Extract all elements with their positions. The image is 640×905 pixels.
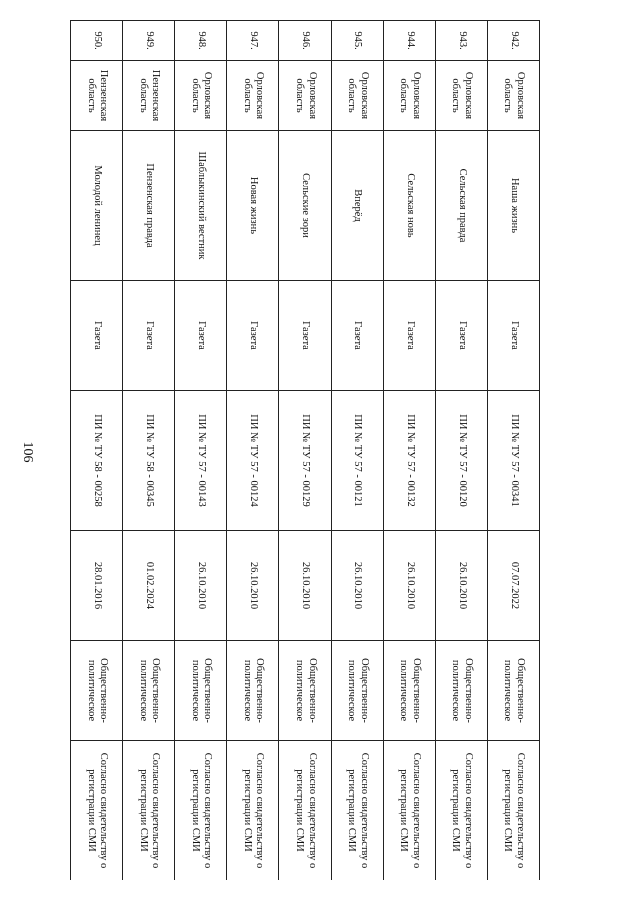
registry-table-container <box>70 20 540 880</box>
distribution-form-cell: Газета <box>175 281 227 391</box>
specialization-cell: Общественно-политическое <box>123 641 175 741</box>
distribution-form-cell: Газета <box>331 281 383 391</box>
territory-cell: Согласно свидетельству о регистрации СМИ <box>279 741 331 881</box>
specialization-cell: Общественно-политическое <box>175 641 227 741</box>
registration-number-cell: ПИ № ТУ 57 - 00143 <box>175 391 227 531</box>
media-title-cell: Сельская правда <box>435 131 487 281</box>
registration-date-cell: 07.07.2022 <box>487 531 539 641</box>
region-cell: Орловская область <box>279 61 331 131</box>
media-title-cell: Вперёд <box>331 131 383 281</box>
row-number-cell: 942. <box>487 21 539 61</box>
distribution-form-cell: Газета <box>227 281 279 391</box>
table-row <box>71 21 123 881</box>
row-number-cell: 948. <box>175 21 227 61</box>
specialization-cell: Общественно-политическое <box>71 641 123 741</box>
distribution-form-cell: Газета <box>435 281 487 391</box>
table-row <box>331 21 383 881</box>
registration-date-cell: 28.01.2016 <box>71 531 123 641</box>
registration-date-cell: 01.02.2024 <box>123 531 175 641</box>
registration-number-cell: ПИ № ТУ 57 - 00341 <box>487 391 539 531</box>
table-row <box>227 21 279 881</box>
media-title-cell: Молодой ленинец <box>71 131 123 281</box>
territory-cell: Согласно свидетельству о регистрации СМИ <box>331 741 383 881</box>
territory-cell: Согласно свидетельству о регистрации СМИ <box>435 741 487 881</box>
media-title-cell: Новая жизнь <box>227 131 279 281</box>
specialization-cell: Общественно-политическое <box>435 641 487 741</box>
row-number-cell: 945. <box>331 21 383 61</box>
territory-cell: Согласно свидетельству о регистрации СМИ <box>383 741 435 881</box>
table-row <box>175 21 227 881</box>
region-cell: Орловская область <box>487 61 539 131</box>
territory-cell: Согласно свидетельству о регистрации СМИ <box>123 741 175 881</box>
row-number-cell: 943. <box>435 21 487 61</box>
registration-number-cell: ПИ № ТУ 57 - 00129 <box>279 391 331 531</box>
media-title-cell: Сельские зори <box>279 131 331 281</box>
region-cell: Орловская область <box>175 61 227 131</box>
distribution-form-cell: Газета <box>383 281 435 391</box>
row-number-cell: 947. <box>227 21 279 61</box>
specialization-cell: Общественно-политическое <box>383 641 435 741</box>
media-title-cell: Сельская новь <box>383 131 435 281</box>
region-cell: Пензенская область <box>71 61 123 131</box>
media-registry-table <box>70 20 540 880</box>
table-row <box>123 21 175 881</box>
page-number: 106 <box>20 441 35 463</box>
row-number-cell: 946. <box>279 21 331 61</box>
registration-number-cell: ПИ № ТУ 58 - 00258 <box>71 391 123 531</box>
territory-cell: Согласно свидетельству о регистрации СМИ <box>227 741 279 881</box>
registration-number-cell: ПИ № ТУ 58 - 00345 <box>123 391 175 531</box>
media-title-cell: Наша жизнь <box>487 131 539 281</box>
distribution-form-cell: Газета <box>487 281 539 391</box>
media-title-cell: Пензенская правда <box>123 131 175 281</box>
registration-number-cell: ПИ № ТУ 57 - 00120 <box>435 391 487 531</box>
territory-cell: Согласно свидетельству о регистрации СМИ <box>175 741 227 881</box>
table-row <box>279 21 331 881</box>
registration-date-cell: 26.10.2010 <box>331 531 383 641</box>
registration-date-cell: 26.10.2010 <box>227 531 279 641</box>
region-cell: Орловская область <box>383 61 435 131</box>
distribution-form-cell: Газета <box>279 281 331 391</box>
territory-cell: Согласно свидетельству о регистрации СМИ <box>487 741 539 881</box>
media-title-cell: Шаблыкинский вестник <box>175 131 227 281</box>
registration-date-cell: 26.10.2010 <box>383 531 435 641</box>
registration-number-cell: ПИ № ТУ 57 - 00121 <box>331 391 383 531</box>
specialization-cell: Общественно-политическое <box>487 641 539 741</box>
distribution-form-cell: Газета <box>71 281 123 391</box>
registration-number-cell: ПИ № ТУ 57 - 00124 <box>227 391 279 531</box>
specialization-cell: Общественно-политическое <box>279 641 331 741</box>
registration-date-cell: 26.10.2010 <box>175 531 227 641</box>
region-cell: Пензенская область <box>123 61 175 131</box>
specialization-cell: Общественно-политическое <box>331 641 383 741</box>
row-number-cell: 949. <box>123 21 175 61</box>
registration-date-cell: 26.10.2010 <box>279 531 331 641</box>
registration-number-cell: ПИ № ТУ 57 - 00132 <box>383 391 435 531</box>
registration-date-cell: 26.10.2010 <box>435 531 487 641</box>
table-row <box>435 21 487 881</box>
territory-cell: Согласно свидетельству о регистрации СМИ <box>71 741 123 881</box>
region-cell: Орловская область <box>331 61 383 131</box>
distribution-form-cell: Газета <box>123 281 175 391</box>
region-cell: Орловская область <box>227 61 279 131</box>
table-row <box>487 21 539 881</box>
row-number-cell: 950. <box>71 21 123 61</box>
row-number-cell: 944. <box>383 21 435 61</box>
region-cell: Орловская область <box>435 61 487 131</box>
table-row <box>383 21 435 881</box>
specialization-cell: Общественно-политическое <box>227 641 279 741</box>
